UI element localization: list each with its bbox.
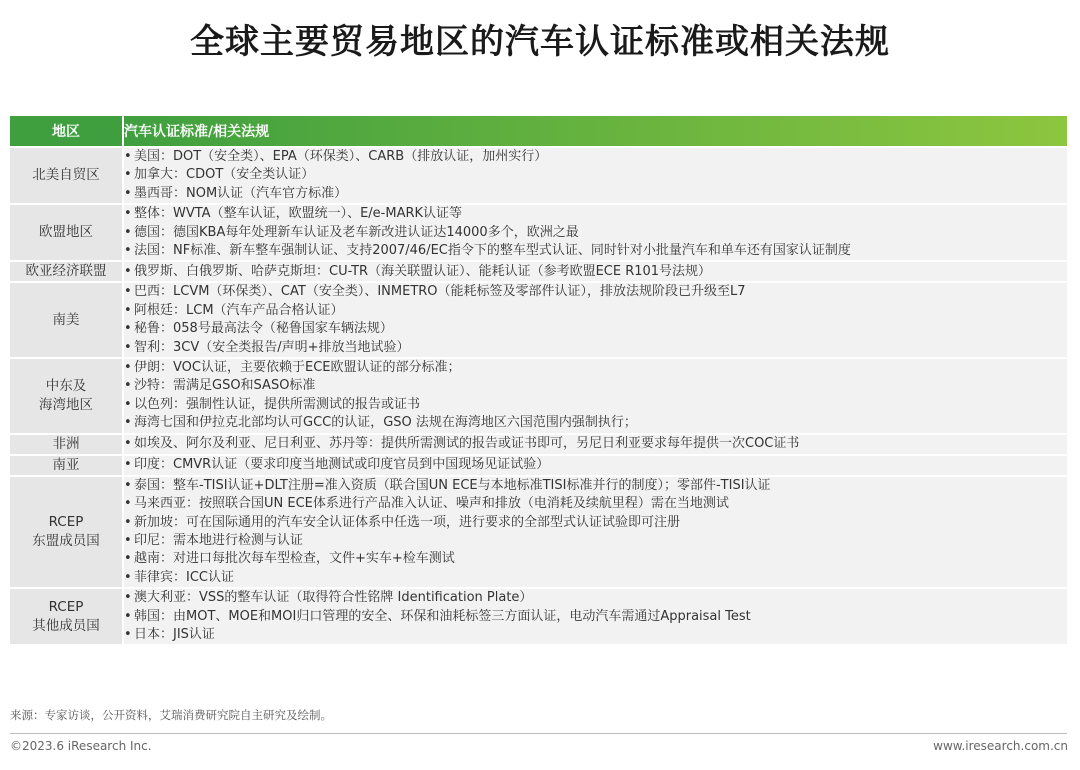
website-url: www.iresearch.com.cn (933, 739, 1068, 753)
table-row (10, 359, 1067, 433)
footer-divider (10, 733, 1067, 734)
standard-list-item (124, 435, 1067, 453)
standard-text: 俄罗斯、白俄罗斯、哈萨克斯坦：CU-TR（海关联盟认证）、能耗认证（参考欧盟ECE R101号法规） (134, 263, 712, 279)
table-body (10, 148, 1067, 644)
region-cell: RCEP 其他成员国 (10, 589, 124, 644)
bullet-icon: • (124, 302, 132, 318)
bullet-icon: • (124, 378, 132, 394)
standard-list-item (124, 477, 1067, 495)
bullet-icon: • (124, 224, 132, 240)
standard-list-item (124, 185, 1067, 203)
standard-list-item (124, 414, 1067, 432)
bullet-icon: • (124, 321, 132, 337)
standards-cell (124, 262, 1067, 281)
standard-list-item (124, 396, 1067, 414)
column-header-region: 地区 (10, 116, 124, 146)
standard-text: 以色列：强制性认证，提供所需测试的报告或证书 (134, 396, 421, 412)
table-row (10, 477, 1067, 587)
standard-text: 韩国：由MOT、MOE和MOI归口管理的安全、环保和油耗标签三方面认证，电动汽车需通过Appraisal Test (134, 608, 751, 624)
standard-text: 法国：NF标准、新车整车强制认证、支持2007/46/EC指令下的整车型式认证、同时针对小批量汽车和单车还有国家认证制度 (134, 243, 851, 259)
bullet-icon: • (124, 551, 132, 567)
copyright-text: ©2023.6 iResearch Inc. (10, 739, 152, 753)
standard-text: 新加坡：可在国际通用的汽车安全认证体系中任选一项，进行要求的全部型式认证试验即可注册 (134, 514, 681, 530)
standard-list-item (124, 339, 1067, 357)
standard-list-item (124, 377, 1067, 395)
standard-list-item (124, 456, 1067, 474)
standard-text: 沙特：需满足GSO和SASO标准 (134, 378, 316, 394)
standard-text: 秘鲁：058号最高法令（秘鲁国家车辆法规） (134, 321, 393, 337)
bullet-icon: • (124, 435, 132, 451)
standard-list-item (124, 495, 1067, 513)
standards-cell (124, 589, 1067, 644)
region-cell: 北美自贸区 (10, 148, 124, 203)
standard-list-item (124, 589, 1067, 607)
standard-text: 德国：德国KBA每年处理新车认证及老车新改进认证达14000多个，欧洲之最 (134, 224, 579, 240)
bullet-icon: • (124, 590, 132, 606)
standard-list-item (124, 608, 1067, 626)
standard-text: 加拿大：CDOT（安全类认证） (134, 167, 315, 183)
page-title: 全球主要贸易地区的汽车认证标准或相关法规 (190, 22, 890, 62)
bullet-icon: • (124, 206, 132, 222)
standard-text: 巴西：LCVM（环保类）、CAT（安全类）、INMETRO（能耗标签及零部件认证），排放法规阶段已升级至L7 (134, 284, 746, 300)
region-cell: 南美 (10, 283, 124, 357)
table-row (10, 589, 1067, 644)
standard-list-item (124, 263, 1067, 281)
standard-list-item (124, 359, 1067, 377)
standards-cell (124, 435, 1067, 454)
standard-text: 澳大利亚：VSS的整车认证（取得符合性铭牌 Identification Plate） (134, 590, 533, 606)
bullet-icon: • (124, 415, 132, 431)
standard-list-item (124, 283, 1067, 301)
bullet-icon: • (124, 284, 132, 300)
standard-list-item (124, 205, 1067, 223)
standard-list-item (124, 532, 1067, 550)
standard-list-item (124, 320, 1067, 338)
bullet-icon: • (124, 263, 132, 279)
standard-text: 墨西哥：NOM认证（汽车官方标准） (134, 185, 348, 201)
table-row (10, 262, 1067, 281)
standard-list-item (124, 550, 1067, 568)
standard-text: 整体：WVTA（整车认证，欧盟统一）、E/e-MARK认证等 (134, 206, 463, 222)
bullet-icon: • (124, 532, 132, 548)
bullet-icon: • (124, 569, 132, 585)
regulations-table (10, 114, 1067, 646)
standard-text: 印度：CMVR认证（要求印度当地测试或印度官员到中国现场见证试验） (134, 456, 550, 472)
table-row (10, 148, 1067, 203)
bullet-icon: • (124, 243, 132, 259)
bullet-icon: • (124, 514, 132, 530)
standard-text: 越南：对进口每批次每车型检查，文件+实车+检车测试 (134, 551, 455, 567)
standard-text: 智利：3CV（安全类报告/声明+排放当地试验） (134, 339, 410, 355)
standard-list-item (124, 514, 1067, 532)
standard-text: 伊朗：VOC认证，主要依赖于ECE欧盟认证的部分标准； (134, 360, 461, 376)
standards-cell (124, 456, 1067, 475)
standards-cell (124, 205, 1067, 260)
column-header-standards: 汽车认证标准/相关法规 (124, 116, 1067, 146)
standard-text: 马来西亚：按照联合国UN ECE体系进行产品准入认证、噪声和排放（电消耗及续航里程）需在当地测试 (134, 496, 729, 512)
standard-list-item (124, 166, 1067, 184)
region-cell: 欧盟地区 (10, 205, 124, 260)
standard-list-item (124, 242, 1067, 260)
table-row (10, 205, 1067, 260)
table-row (10, 435, 1067, 454)
source-note: 来源：专家访谈，公开资料，艾瑞消费研究院自主研究及绘制。 (10, 708, 332, 722)
standard-text: 阿根廷：LCM（汽车产品合格认证） (134, 302, 344, 318)
table-row (10, 283, 1067, 357)
standard-list-item (124, 148, 1067, 166)
bullet-icon: • (124, 149, 132, 164)
standard-list-item (124, 302, 1067, 320)
standard-list-item (124, 224, 1067, 242)
bullet-icon: • (124, 167, 132, 183)
bullet-icon: • (124, 360, 132, 376)
bullet-icon: • (124, 456, 132, 472)
table-row (10, 456, 1067, 475)
standard-text: 印尼：需本地进行检测与认证 (134, 532, 304, 548)
standard-list-item (124, 569, 1067, 587)
region-cell: 非洲 (10, 435, 124, 454)
standards-cell (124, 359, 1067, 433)
standard-list-item (124, 626, 1067, 644)
standards-cell (124, 477, 1067, 587)
standard-text: 美国：DOT（安全类）、EPA（环保类）、CARB（排放认证，加州实行） (134, 149, 548, 164)
bullet-icon: • (124, 339, 132, 355)
standard-text: 海湾七国和伊拉克北部均认可GCC的认证，GSO 法规在海湾地区六国范围内强制执行； (134, 415, 637, 431)
region-cell: RCEP 东盟成员国 (10, 477, 124, 587)
standard-text: 菲律宾：ICC认证 (134, 569, 234, 585)
region-cell: 欧亚经济联盟 (10, 262, 124, 281)
bullet-icon: • (124, 185, 132, 201)
standard-text: 泰国：整车-TISI认证+DLT注册=准入资质（联合国UN ECE与本地标准TISI标准并行的制度）；零部件-TISI认证 (134, 477, 771, 493)
standard-text: 如埃及、阿尔及利亚、尼日利亚、苏丹等：提供所需测试的报告或证书即可，另尼日利亚要求每年提供一次COC证书 (134, 435, 800, 451)
bullet-icon: • (124, 608, 132, 624)
table-header-row (10, 116, 1067, 146)
standards-cell (124, 283, 1067, 357)
bullet-icon: • (124, 477, 132, 493)
bullet-icon: • (124, 396, 132, 412)
bullet-icon: • (124, 496, 132, 512)
region-cell: 中东及 海湾地区 (10, 359, 124, 433)
region-cell: 南亚 (10, 456, 124, 475)
standard-text: 日本：JIS认证 (134, 626, 215, 642)
standards-cell (124, 148, 1067, 203)
bullet-icon: • (124, 626, 132, 642)
